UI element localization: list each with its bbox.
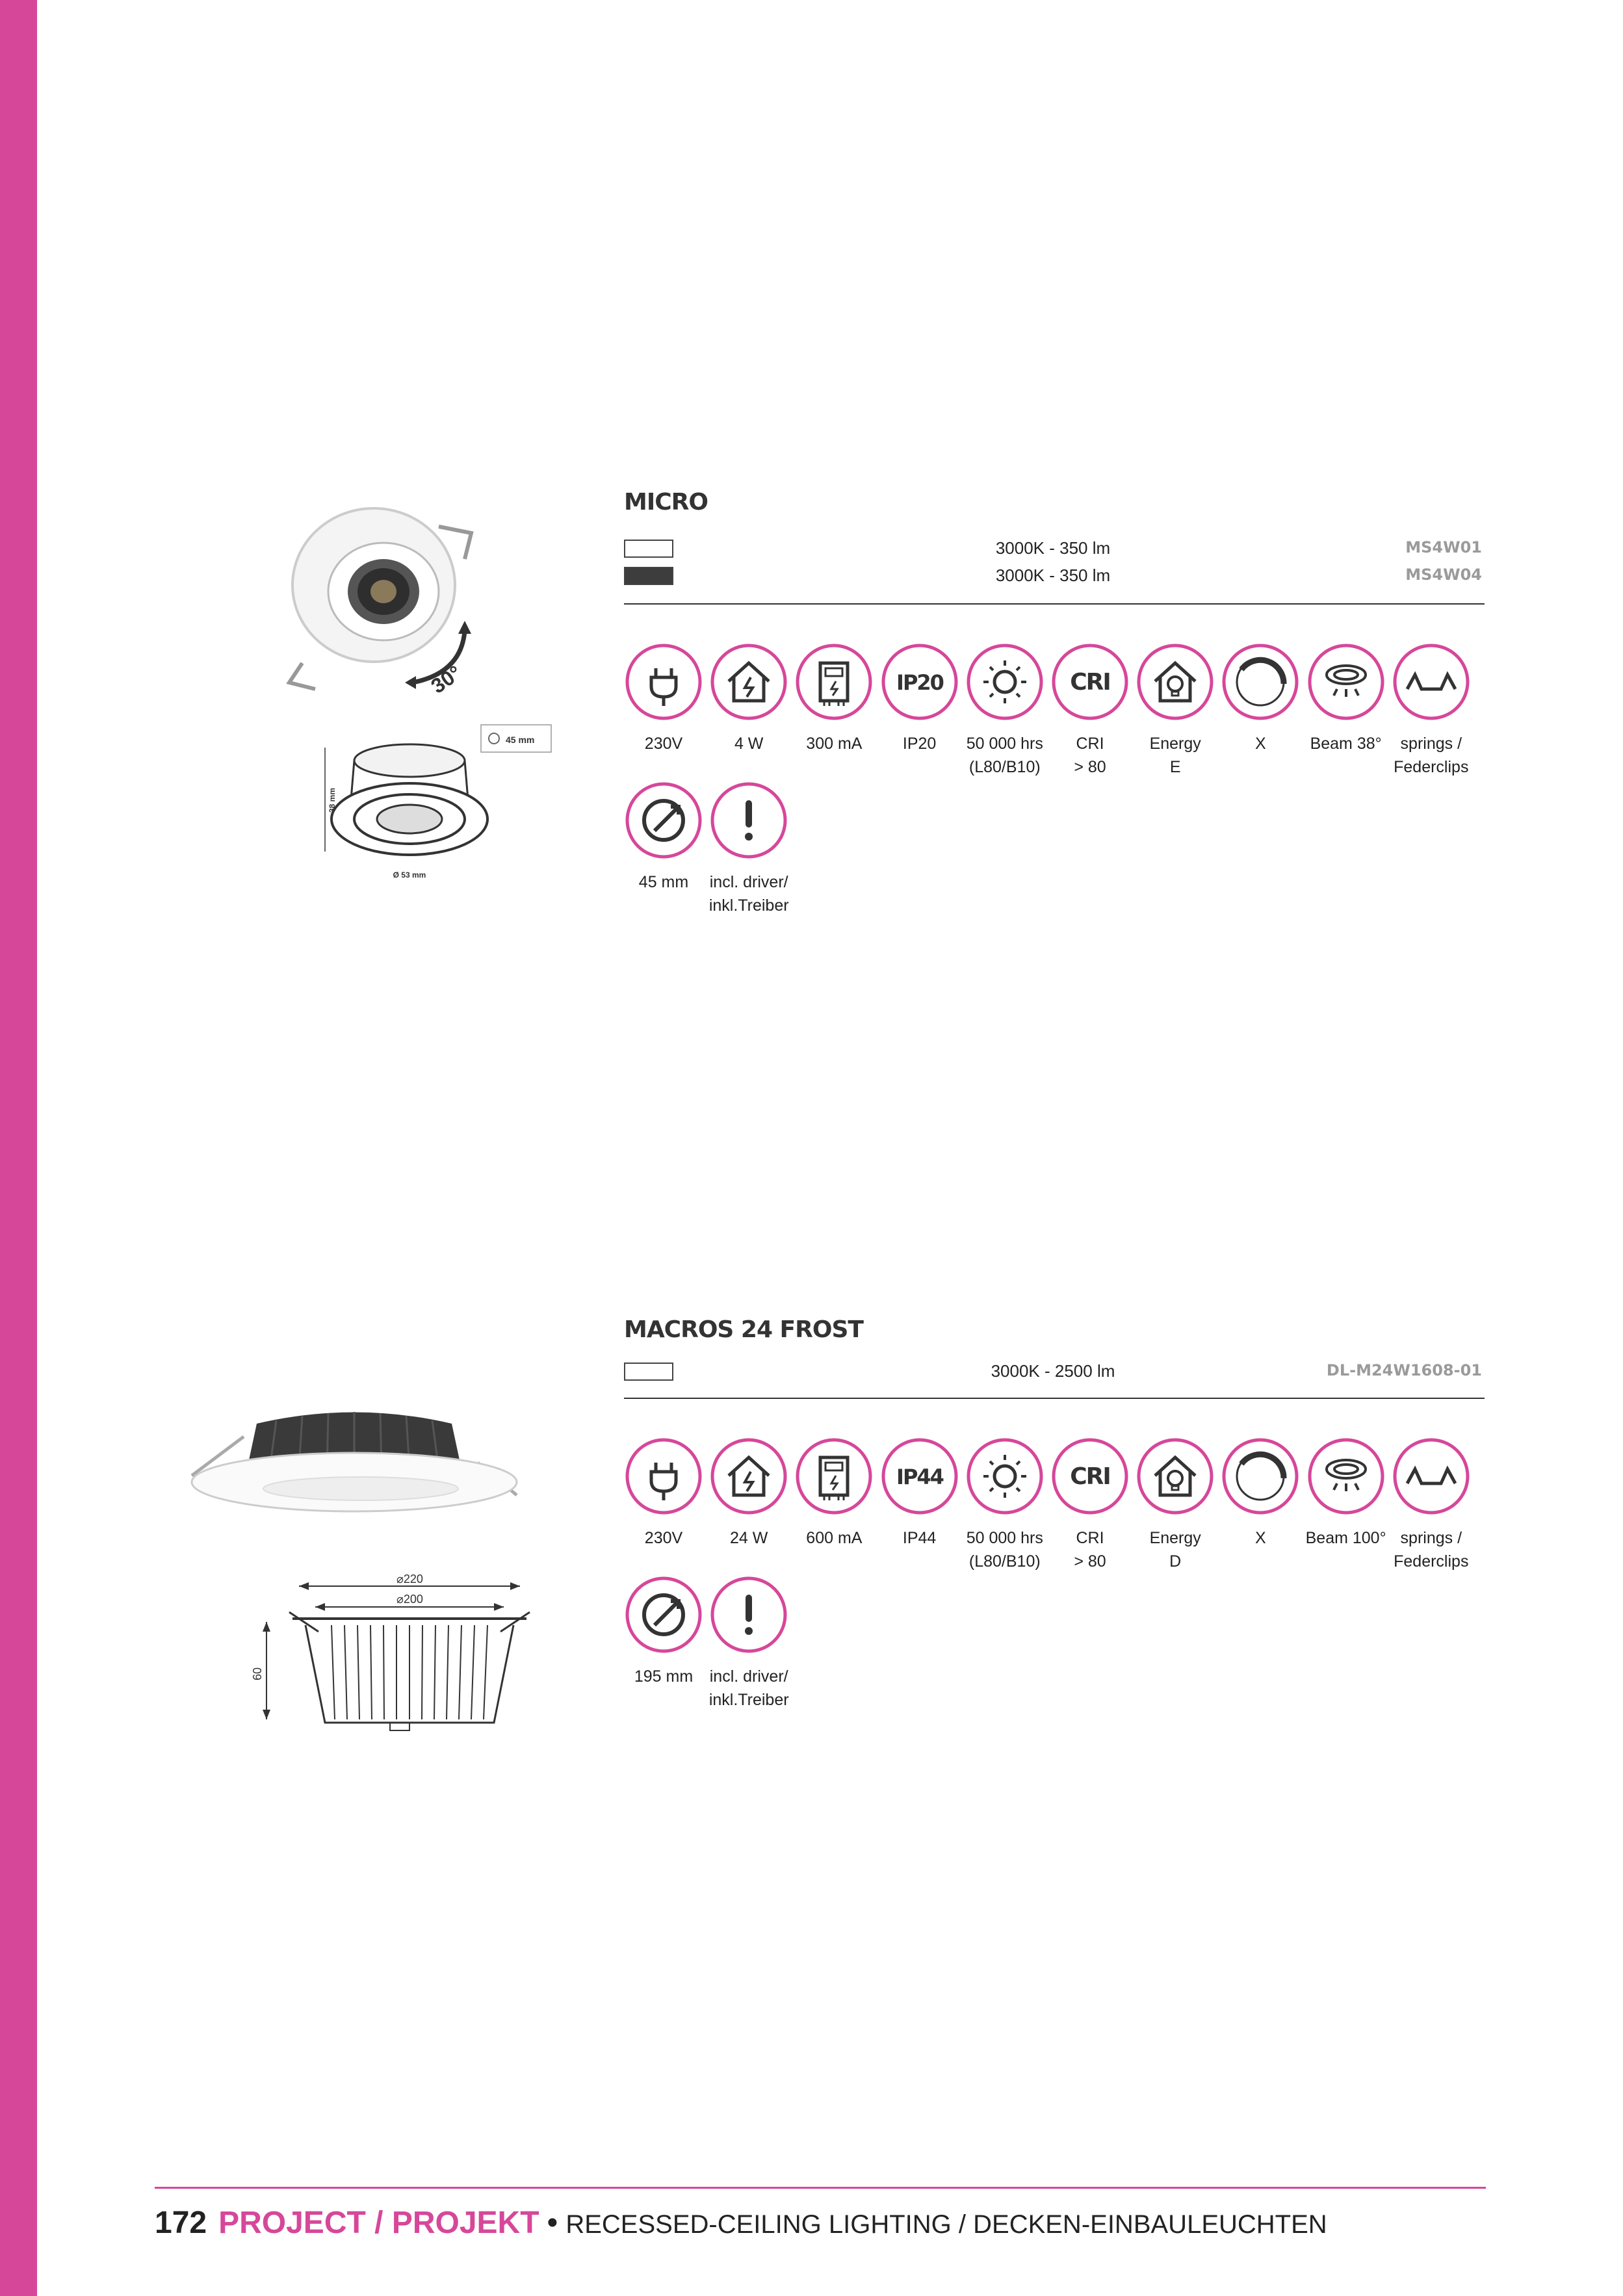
- svg-text:IP20: IP20: [896, 670, 943, 695]
- spring-clip-icon: [1393, 1438, 1470, 1515]
- macros-product-photo: [172, 1398, 536, 1528]
- cutout-icon: [625, 782, 702, 859]
- product-title: MICRO: [624, 489, 708, 515]
- plug-icon: [625, 1438, 702, 1515]
- diameter-label: Ø 53 mm: [393, 870, 426, 880]
- dimmable-icon: [1222, 1438, 1299, 1515]
- dimmable-icon: [1222, 644, 1299, 720]
- plug-icon: [625, 644, 702, 720]
- side-color-bar: [0, 0, 37, 2296]
- sun-lifetime-icon: [967, 1438, 1043, 1515]
- height-label: 60: [251, 1667, 264, 1680]
- driver-box-icon: [796, 644, 872, 720]
- variant-lumen: 3000K - 350 lm: [995, 538, 1111, 558]
- spec-caption: Energy E: [1149, 735, 1201, 776]
- spec-caption: 600 mA: [806, 1529, 863, 1547]
- sun-lifetime-icon: [967, 644, 1043, 720]
- spec-caption: Beam 100°: [1305, 1529, 1386, 1547]
- ip-rating-icon: [881, 1438, 958, 1515]
- cutout-icon: [625, 1576, 702, 1653]
- cri-icon: [1052, 644, 1128, 720]
- micro-technical-drawing: [305, 722, 552, 884]
- svg-text:CRI: CRI: [1070, 1463, 1110, 1490]
- energy-house-icon: [1137, 1438, 1214, 1515]
- macros-technical-drawing: [247, 1573, 546, 1755]
- variant-lumen: 3000K - 2500 lm: [991, 1361, 1115, 1381]
- house-power-icon: [710, 1438, 787, 1515]
- ip-rating-icon: [881, 644, 958, 720]
- spec-caption: CRI > 80: [1074, 735, 1106, 776]
- spec-caption: CRI > 80: [1074, 1529, 1106, 1571]
- spec-caption: incl. driver/ inkl.Treiber: [708, 1667, 789, 1709]
- cutout-label: 45 mm: [506, 735, 535, 745]
- house-power-icon: [710, 644, 787, 720]
- spec-caption: IP20: [902, 735, 937, 753]
- variant-lumen: 3000K - 350 lm: [995, 566, 1111, 585]
- spec-caption: Beam 38°: [1310, 735, 1382, 753]
- spec-caption: incl. driver/ inkl.Treiber: [708, 873, 789, 915]
- driver-box-icon: [796, 1438, 872, 1515]
- variant-row: [624, 1359, 1482, 1385]
- variant-row: [624, 536, 1482, 562]
- page-footer: [155, 2205, 1327, 2241]
- spec-caption: springs / Federclips: [1394, 735, 1469, 776]
- spec-caption: 195 mm: [634, 1667, 694, 1686]
- divider: [624, 1398, 1485, 1399]
- spec-caption: 45 mm: [638, 873, 689, 891]
- spec-caption: 24 W: [730, 1529, 768, 1547]
- divider: [624, 603, 1485, 605]
- cri-icon: [1052, 1438, 1128, 1515]
- spec-caption: springs / Federclips: [1394, 1529, 1469, 1571]
- inner-diameter-label: ⌀200: [396, 1593, 423, 1606]
- spec-caption: X: [1255, 735, 1266, 753]
- micro-product-photo: [276, 488, 491, 702]
- spec-caption: 230V: [644, 735, 683, 753]
- spec-caption: 50 000 hrs (L80/B10): [966, 735, 1043, 776]
- spec-caption: X: [1255, 1529, 1266, 1547]
- section-description: RECESSED-CEILING LIGHTING / DECKEN-EINBAULEUCHTEN: [565, 2210, 1327, 2239]
- spring-clip-icon: [1393, 644, 1470, 720]
- section-title: PROJECT / PROJEKT: [218, 2206, 539, 2240]
- spec-caption: Energy D: [1149, 1529, 1201, 1571]
- exclamation-icon: [710, 782, 787, 859]
- beam-icon: [1308, 1438, 1384, 1515]
- spec-caption: IP44: [902, 1529, 937, 1547]
- spec-caption: 300 mA: [806, 735, 863, 753]
- exclamation-icon: [710, 1576, 787, 1653]
- svg-text:CRI: CRI: [1070, 669, 1110, 696]
- rotation-label: 30°: [426, 660, 466, 698]
- footer-divider: [155, 2187, 1486, 2189]
- product-title: MACROS 24 FROST: [624, 1316, 863, 1343]
- variant-row: [624, 563, 1482, 589]
- spec-caption: 230V: [644, 1529, 683, 1547]
- spec-caption: 4 W: [734, 735, 764, 753]
- energy-house-icon: [1137, 644, 1214, 720]
- variant-code: MS4W04: [1405, 566, 1482, 584]
- spec-caption: 50 000 hrs (L80/B10): [966, 1529, 1043, 1571]
- outer-diameter-label: ⌀220: [396, 1573, 423, 1585]
- page-number: 172: [155, 2206, 207, 2240]
- variant-code: DL-M24W1608-01: [1326, 1361, 1482, 1379]
- footer-bullet: •: [547, 2206, 558, 2240]
- beam-icon: [1308, 644, 1384, 720]
- variant-code: MS4W01: [1405, 538, 1482, 556]
- height-label: 38 mm: [328, 787, 337, 813]
- svg-text:IP44: IP44: [896, 1465, 943, 1489]
